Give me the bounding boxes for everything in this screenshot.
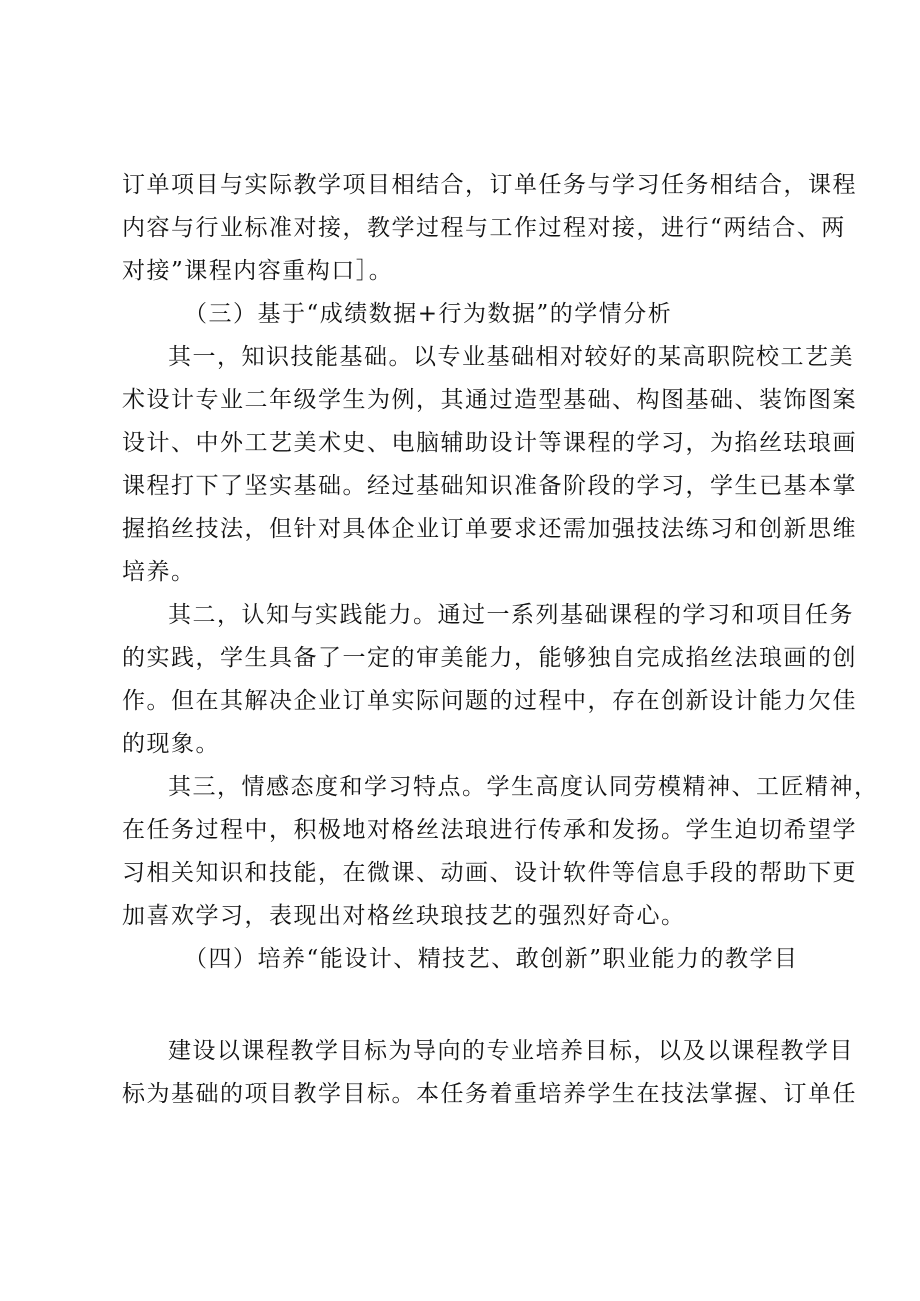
text-line: 术设计专业二年级学生为例，其通过造型基础、构图基础、装饰图案 bbox=[122, 387, 857, 413]
section-3-heading: （三）基于“成绩数据+行为数据”的学情分析 bbox=[184, 301, 673, 327]
text-line: 其二，认知与实践能力。通过一系列基础课程的学习和项目任务 bbox=[168, 602, 854, 628]
text-line: 建设以课程教学目标为导向的专业培养目标，以及以课程教学目 bbox=[168, 1038, 854, 1064]
text-line: 的实践，学生具备了一定的审美能力，能够独自完成掐丝法琅画的创 bbox=[122, 645, 857, 671]
text-line: 其三，情感态度和学习特点。学生高度认同劳模精神、工匠精神， bbox=[168, 774, 879, 800]
section-4-heading: （四）培养“能设计、精技艺、敢创新”职业能力的教学目 bbox=[184, 946, 799, 972]
text-line: 的现象。 bbox=[122, 731, 220, 757]
text-line: 习相关知识和技能，在微课、动画、设计软件等信息手段的帮助下更 bbox=[122, 860, 857, 886]
text-line: 加喜欢学习，表现出对格丝玦琅技艺的强烈好奇心。 bbox=[122, 903, 686, 929]
text-line: 设计、中外工艺美术史、电脑辅助设计等课程的学习，为掐丝珐琅画 bbox=[122, 430, 857, 456]
text-line: 培养。 bbox=[122, 559, 196, 585]
text-line: 在任务过程中，积极地对格丝法琅进行传承和发扬。学生迫切希望学 bbox=[122, 817, 857, 843]
text-line: 课程打下了坚实基础。经过基础知识准备阶段的学习，学生已基本掌 bbox=[122, 473, 857, 499]
text-line: 内容与行业标准对接，教学过程与工作过程对接，进行“两结合、两 bbox=[122, 215, 846, 241]
text-line: 其一，知识技能基础。以专业基础相对较好的某高职院校工艺美 bbox=[168, 344, 854, 370]
text-line: 作。但在其解决企业订单实际问题的过程中，存在创新设计能力欠佳 bbox=[122, 688, 857, 714]
text-line: 握掐丝技法，但针对具体企业订单要求还需加强技法练习和创新思维 bbox=[122, 516, 857, 542]
text-line: 对接”课程内容重构口］。 bbox=[122, 258, 394, 284]
text-line: 订单项目与实际教学项目相结合，订单任务与学习任务相结合，课程 bbox=[122, 172, 857, 198]
text-line: 标为基础的项目教学目标。本任务着重培养学生在技法掌握、订单任 bbox=[122, 1081, 857, 1107]
